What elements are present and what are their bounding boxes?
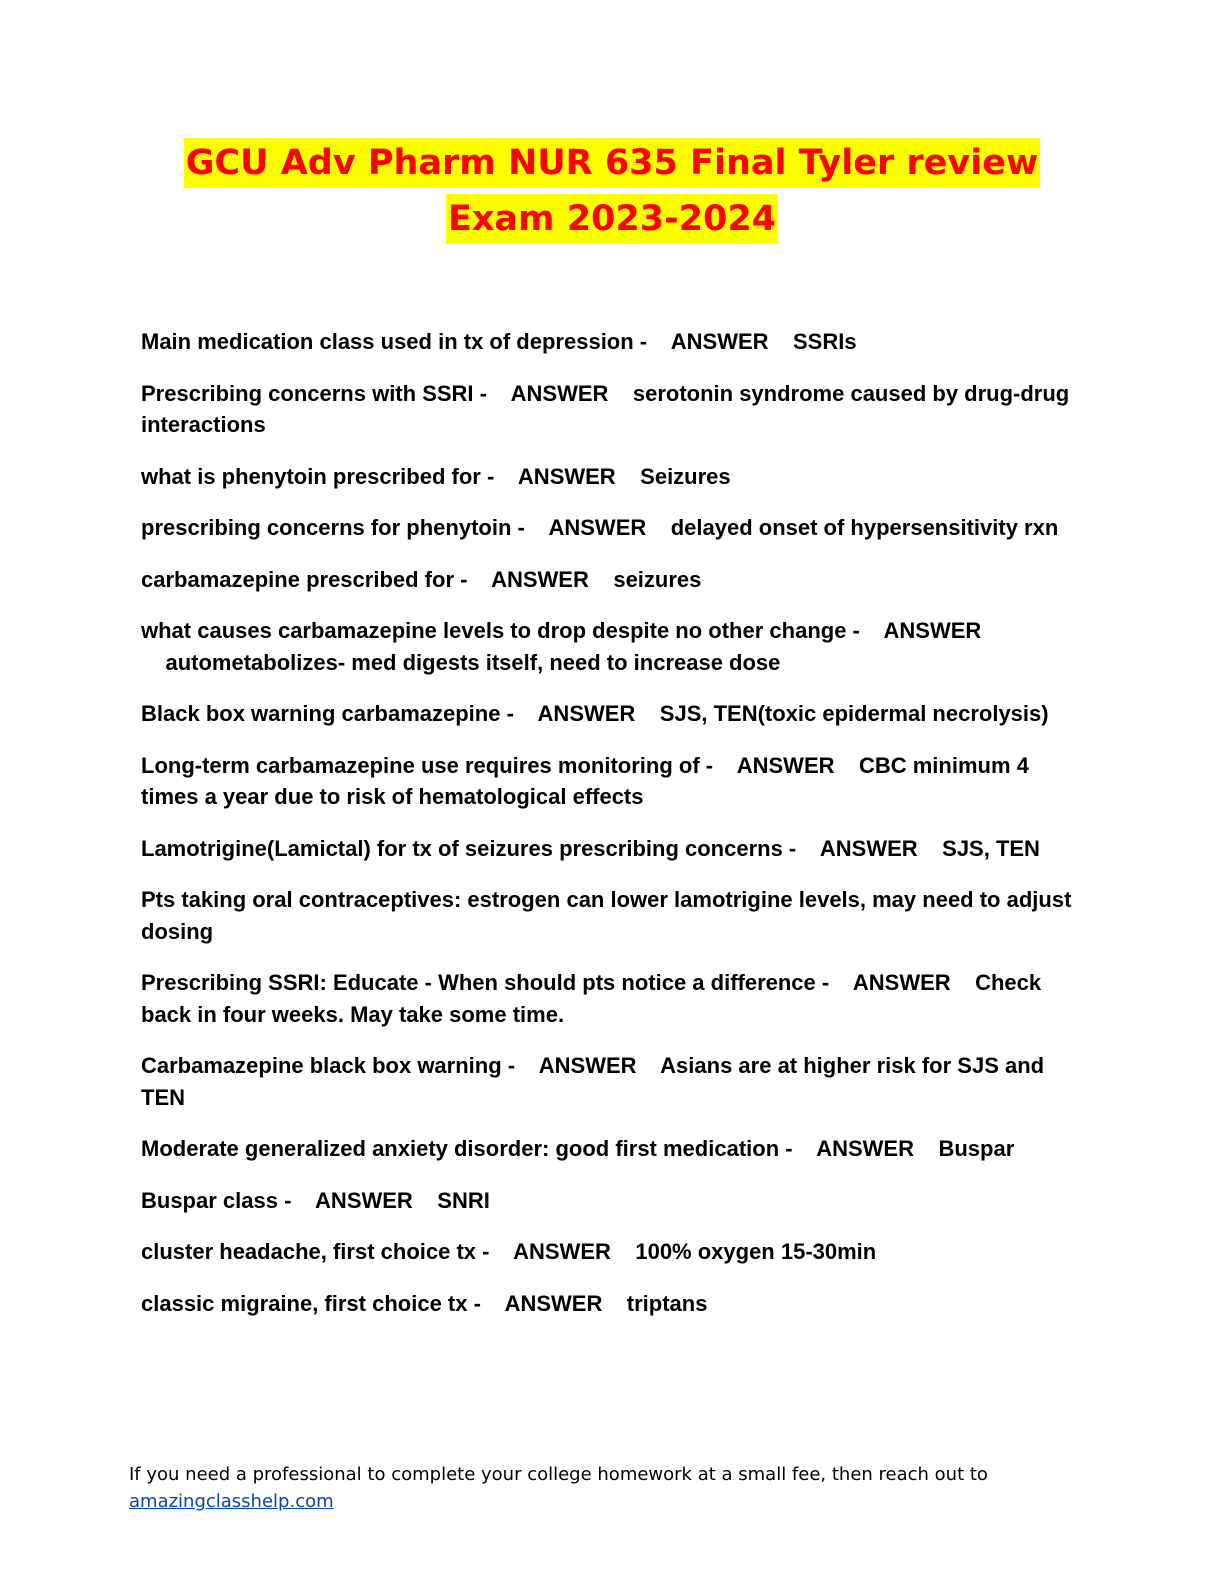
qa-item: [141, 1185, 1081, 1217]
answer-text: SNRI: [437, 1187, 490, 1213]
answer-text: triptans: [626, 1290, 708, 1316]
answer-label: ANSWER: [736, 752, 835, 778]
footer-link[interactable]: amazingclasshelp.com: [129, 1491, 334, 1512]
answer-label: ANSWER: [852, 970, 951, 995]
answer-text: delayed onset of hypersensitivity rxn: [670, 515, 1059, 540]
answer-label: ANSWER: [816, 1136, 914, 1161]
qa-item: [141, 1236, 1081, 1268]
qa-item: [141, 833, 1081, 865]
question-text: what causes carbamazepine levels to drop despite no other change -: [141, 618, 860, 643]
answer-text: Buspar: [938, 1136, 1015, 1161]
answer-label: ANSWER: [513, 1239, 611, 1264]
qa-item: [141, 750, 1081, 813]
question-text: carbamazepine prescribed for -: [141, 566, 468, 592]
answer-text: SJS, TEN(toxic epidermal necrolysis): [659, 701, 1049, 726]
statement-text: Pts taking oral contraceptives: estrogen can lower lamotrigine levels, may need to adjust dosing: [141, 887, 1072, 944]
qa-item: [141, 461, 1081, 493]
answer-label: ANSWER: [537, 701, 636, 726]
question-text: Buspar class -: [141, 1187, 292, 1213]
document-title: [0, 138, 1224, 250]
question-text: Prescribing concerns with SSRI -: [141, 380, 487, 406]
answer-label: ANSWER: [504, 1290, 603, 1316]
answer-text: Check back in four weeks. May take some time.: [141, 970, 1042, 1027]
qa-item: [141, 1133, 1081, 1165]
qa-list: [141, 326, 1081, 1339]
qa-item: [141, 698, 1081, 730]
question-text: Black box warning carbamazepine -: [141, 701, 514, 726]
answer-text: Asians are at higher risk for SJS and TEN: [141, 1053, 1045, 1110]
answer-text: serotonin syndrome caused by drug-drug interactions: [141, 380, 1070, 437]
footer-text: If you need a professional to complete your college homework at a small fee, then reach out to: [129, 1464, 988, 1485]
answer-label: ANSWER: [670, 329, 769, 354]
qa-item: [141, 615, 1081, 678]
answer-text: SSRIs: [793, 329, 857, 354]
question-text: Main medication class used in tx of depression -: [141, 329, 648, 354]
answer-label: ANSWER: [548, 515, 647, 540]
qa-item: [141, 884, 1081, 947]
question-text: cluster headache, first choice tx -: [141, 1239, 490, 1264]
qa-item: [141, 1288, 1081, 1320]
answer-label: ANSWER: [538, 1053, 637, 1078]
qa-item: [141, 512, 1081, 544]
question-text: what is phenytoin prescribed for -: [141, 463, 495, 489]
answer-label: ANSWER: [883, 618, 982, 643]
qa-item: [141, 967, 1081, 1030]
answer-label: ANSWER: [517, 463, 616, 489]
answer-text: 100% oxygen 15-30min: [635, 1239, 877, 1264]
answer-label: ANSWER: [510, 380, 609, 406]
question-text: Long-term carbamazepine use requires monitoring of -: [141, 752, 714, 778]
answer-text: Seizures: [640, 463, 731, 489]
question-text: prescribing concerns for phenytoin -: [141, 515, 525, 540]
qa-item: [141, 1050, 1081, 1113]
question-text: Lamotrigine(Lamictal) for tx of seizures prescribing concerns -: [141, 835, 797, 861]
answer-label: ANSWER: [491, 566, 589, 592]
question-text: Carbamazepine black box warning -: [141, 1053, 516, 1078]
answer-label: ANSWER: [819, 835, 918, 861]
title-line-2: Exam 2023-2024: [446, 194, 778, 244]
answer-text: SJS, TEN: [942, 835, 1040, 861]
question-text: Prescribing SSRI: Educate - When should pts notice a difference -: [141, 970, 830, 995]
qa-item: [141, 378, 1081, 441]
answer-text: seizures: [613, 566, 702, 592]
title-line-1: GCU Adv Pharm NUR 635 Final Tyler review: [184, 138, 1041, 188]
answer-text: CBC minimum 4 times a year due to risk of hematological effects: [141, 752, 1029, 809]
answer-label: ANSWER: [315, 1187, 413, 1213]
qa-item: [141, 326, 1081, 358]
answer-text: autometabolizes- med digests itself, need to increase dose: [165, 649, 781, 675]
question-text: classic migraine, first choice tx -: [141, 1290, 481, 1316]
footer-note: [129, 1461, 1129, 1515]
question-text: Moderate generalized anxiety disorder: good first medication -: [141, 1136, 793, 1161]
qa-item: [141, 564, 1081, 596]
